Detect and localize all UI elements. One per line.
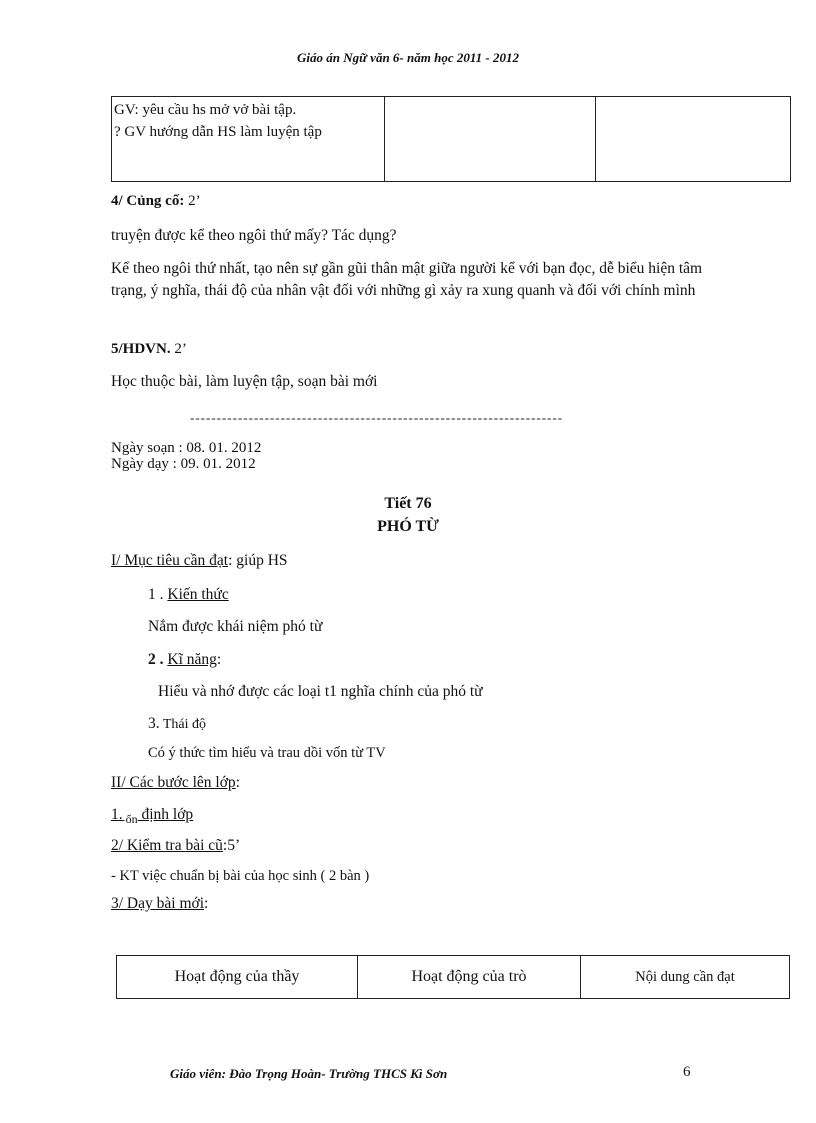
table1-line-2: ? GV hướng dẫn HS làm luyện tập — [114, 124, 322, 140]
hdvn-line — [111, 341, 187, 358]
cungco-line — [111, 193, 201, 210]
class-setup-num: 1. — [111, 806, 123, 823]
cungco-heading: 4/ Củng cố: — [111, 193, 185, 209]
attitude-label: Thái độ — [159, 717, 207, 732]
dates-block — [111, 440, 261, 472]
page-footer: Giáo viên: Đào Trọng Hoàn- Trường THCS Kì Sơn — [170, 1066, 448, 1081]
old-lesson-check-heading: 2/ Kiểm tra bài cũ — [111, 837, 223, 854]
table1-cell-student — [385, 97, 596, 182]
attitude-heading — [148, 715, 206, 733]
attitude-num: 3. — [148, 715, 160, 732]
review-question: truyện được kể theo ngôi thứ mấy? Tác dụng? — [111, 227, 397, 244]
date-day: Ngày dạy : 09. 01. 2012 — [111, 456, 256, 472]
table1-cell-teacher — [112, 97, 385, 182]
attitude-text: Có ý thức tìm hiểu và trau dồi vốn từ TV — [148, 745, 386, 761]
col-teacher-activity: Hoạt động của thầy — [117, 956, 358, 999]
review-answer: Kể theo ngôi thứ nhất, tạo nên sự gần gũi thân mật giữa người kể với bạn đọc, dễ biểu hiện tâm trạng, ý nghĩa, thái độ của nhân vật đối với những gì xảy ra xung quanh và đối với chính mình — [111, 260, 703, 299]
table1-cell-content — [596, 97, 791, 182]
objectives-heading: I/ Mục tiêu cần đạt — [111, 552, 229, 569]
class-setup-on: ổn — [122, 812, 138, 826]
lesson-title: PHÓ TỪ — [377, 518, 439, 535]
old-lesson-check-text: - KT việc chuẩn bị bài của học sinh ( 2 bàn ) — [111, 868, 370, 884]
steps-heading — [111, 774, 240, 792]
date-soan: Ngày soạn : 08. 01. 2012 — [111, 440, 262, 456]
skill-label: Kĩ năng — [167, 651, 217, 668]
skill-colon: : — [216, 651, 222, 668]
page-header: Giáo án Ngữ văn 6- năm học 2011 - 2012 — [297, 50, 519, 65]
skill-text: Hiểu và nhớ được các loại t1 nghĩa chính của phó từ — [158, 683, 483, 700]
skill-num: 2 . — [148, 651, 168, 668]
objectives-line — [111, 552, 288, 570]
knowledge-heading — [148, 586, 229, 604]
activity-table-bottom — [116, 955, 790, 999]
page-number: 6 — [683, 1064, 691, 1080]
steps-heading-text: II/ Các bước lên lớp — [111, 774, 236, 791]
class-setup-rest: định lớp — [137, 806, 194, 823]
knowledge-label: Kiến thức — [167, 586, 229, 603]
col-content: Nội dung cần đạt — [581, 956, 790, 999]
class-setup-line — [111, 806, 193, 827]
hdvn-heading: 5/HDVN. — [111, 341, 171, 357]
old-lesson-check-line — [111, 837, 240, 855]
lesson-number: Tiết 76 — [384, 495, 432, 512]
col-student-activity: Hoạt động của trò — [358, 956, 581, 999]
skill-heading — [148, 651, 221, 669]
old-lesson-check-rest: :5’ — [222, 837, 241, 854]
hdvn-time: 2’ — [170, 341, 187, 357]
new-lesson-heading-text: 3/ Dạy bài mới — [111, 895, 204, 912]
objectives-rest: : giúp HS — [228, 552, 288, 569]
new-lesson-colon: : — [204, 895, 209, 912]
homework-text: Học thuộc bài, làm luyện tập, soạn bài mới — [111, 373, 378, 390]
new-lesson-heading — [111, 895, 208, 913]
knowledge-num: 1 . — [148, 586, 168, 603]
steps-colon: : — [235, 774, 240, 791]
activity-table-top — [111, 96, 791, 182]
separator-line: ---------------------------------------------------------------------- — [190, 410, 564, 425]
cungco-time: 2’ — [184, 193, 201, 209]
knowledge-text: Nắm được khái niệm phó từ — [148, 618, 323, 635]
table1-line-1: GV: yêu cầu hs mở vở bài tập. — [114, 102, 297, 118]
